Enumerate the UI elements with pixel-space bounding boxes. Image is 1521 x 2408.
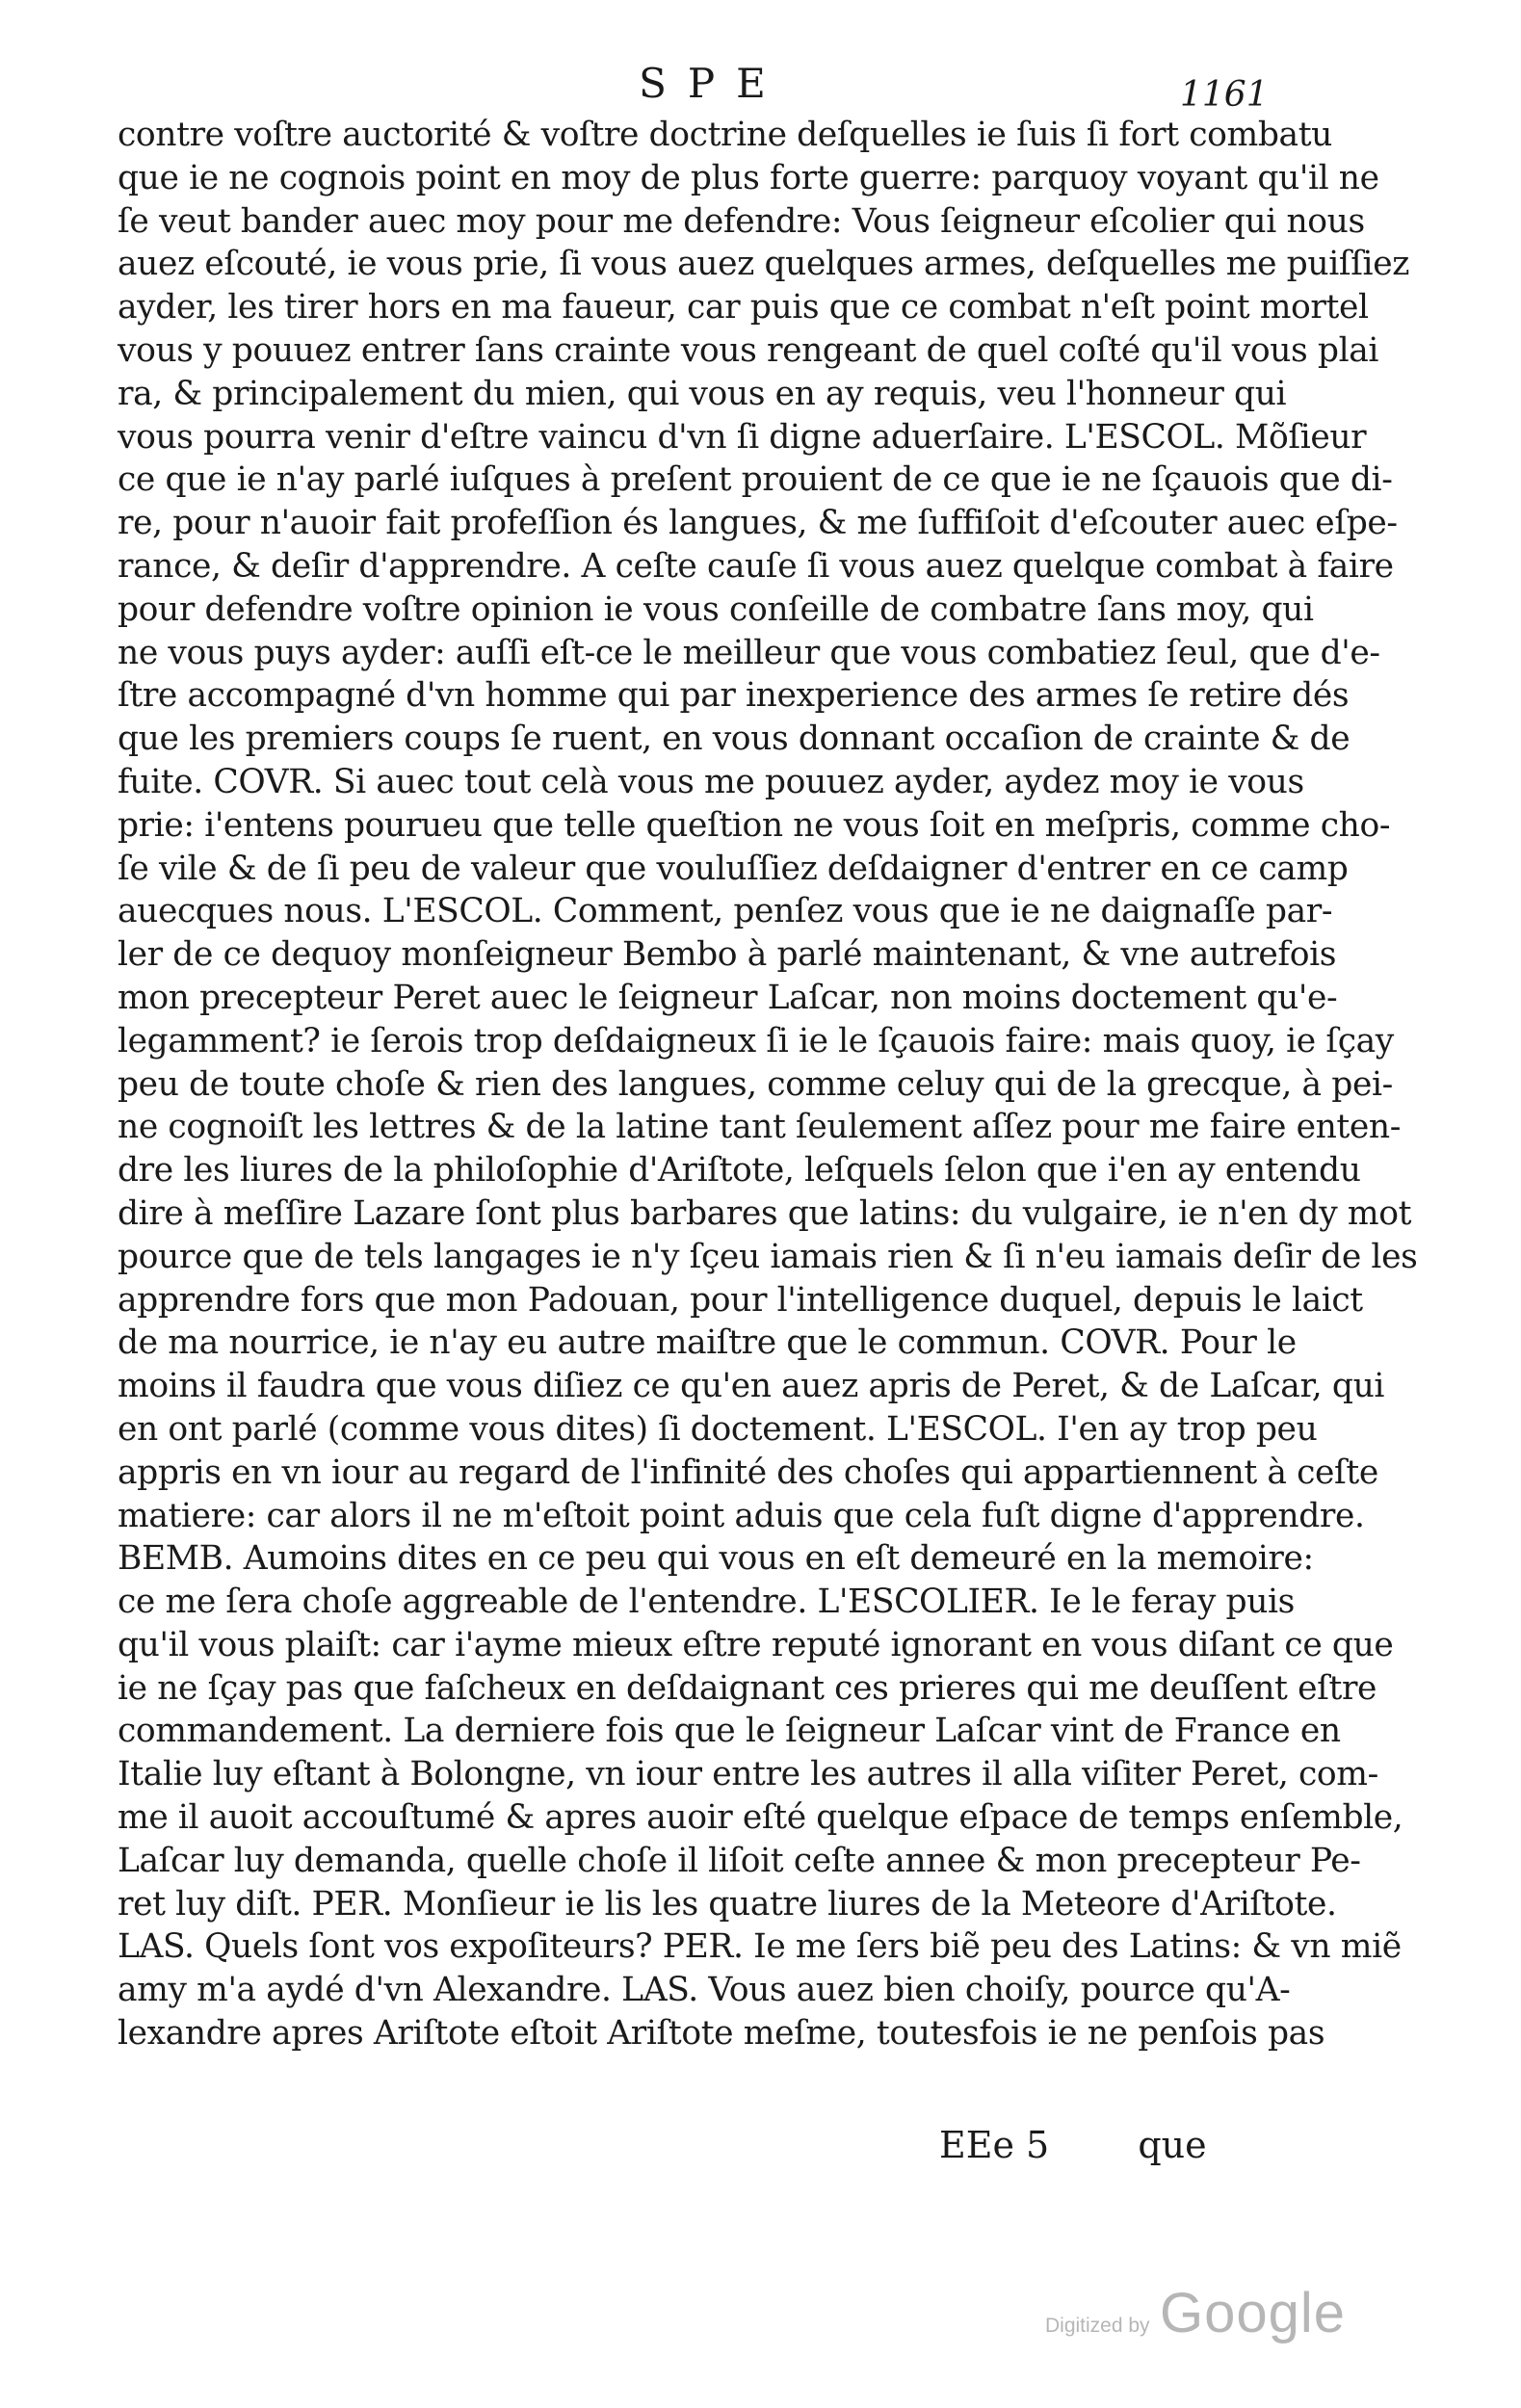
text-line: pour defendre voſtre opinion ie vous conſeille de combatre ſans moy, qui: [118, 589, 1314, 629]
text-line: matiere: car alors il ne m'eſtoit point aduis que cela fuſt digne d'apprendre.: [118, 1496, 1365, 1535]
text-line: moins il faudra que vous diſiez ce qu'en auez apris de Peret, & de Laſcar, qui: [118, 1367, 1385, 1406]
text-line: ne cognoiſt les lettres & de la latine tant ſeulement aſſez pour me faire enten-: [118, 1108, 1401, 1147]
text-line: qu'il vous plaiſt: car i'ayme mieux eſtre reputé ignorant en vous diſant ce que: [118, 1625, 1394, 1664]
text-line: ne vous puys ayder: auſſi eſt-ce le meilleur que vous combatiez ſeul, que d'e-: [118, 633, 1380, 672]
text-line: ſe vile & de ſi peu de valeur que vouluſſiez deſdaigner d'entrer en ce camp: [118, 849, 1349, 888]
text-line: ſe veut bander auec moy pour me defendre: Vous ſeigneur eſcolier qui nous: [118, 201, 1365, 241]
text-line: pource que de tels langages ie n'y ſçeu iamais rien & ſi n'eu iamais deſir de les: [118, 1237, 1418, 1276]
running-head: SPE: [639, 60, 787, 107]
catchword: que: [1138, 2124, 1207, 2166]
text-line: amy m'a aydé d'vn Alexandre. LAS. Vous auez bien choiſy, pource qu'A-: [118, 1971, 1291, 2010]
text-line: ayder, les tirer hors en ma faueur, car puis que ce combat n'eſt point mortel: [118, 288, 1369, 327]
footer-line: [939, 2124, 1207, 2166]
text-line: auecques nous. L'ESCOL. Comment, penſez vous que ie ne daignaſſe par-: [118, 892, 1333, 931]
text-line: BEMB. Aumoins dites en ce peu qui vous en eſt demeuré en la memoire:: [118, 1539, 1314, 1579]
google-logo: Google: [1160, 2282, 1347, 2344]
body-text: [118, 114, 1418, 2055]
text-line: re, pour n'auoir fait profeſſion és langues, & me ſuffiſoit d'eſcouter auec eſpe-: [118, 504, 1398, 543]
text-line: lexandre apres Ariſtote eſtoit Ariſtote meſme, toutesfois ie ne penſois pas: [118, 2014, 1325, 2054]
text-line: que ie ne cognois point en moy de plus forte guerre: parquoy voyant qu'il ne: [118, 158, 1379, 197]
text-line: appris en vn iour au regard de l'infinité des choſes qui appartiennent à ceſte: [118, 1453, 1378, 1492]
text-line: ret luy diſt. PER. Monſieur ie lis les quatre liures de la Meteore d'Ariſtote.: [118, 1884, 1337, 1924]
signature-mark: EEe 5: [939, 2124, 1050, 2166]
text-line: fuite. COVR. Si auec tout celà vous me pouuez ayder, aydez moy ie vous: [118, 762, 1304, 801]
text-line: apprendre fors que mon Padouan, pour l'intelligence duquel, depuis le laict: [118, 1280, 1363, 1320]
text-line: vous pourra venir d'eſtre vaincu d'vn ſi digne aduerſaire. L'ESCOL. Mõſieur: [118, 417, 1367, 457]
text-line: Italie luy eſtant à Bolongne, vn iour entre les autres il alla viſiter Peret, com-: [118, 1755, 1378, 1794]
text-line: ſtre accompagné d'vn homme qui par inexperience des armes ſe retire dés: [118, 676, 1350, 716]
text-line: rance, & deſir d'apprendre. A ceſte cauſe ſi vous auez quelque combat à faire: [118, 546, 1394, 586]
text-line: vous y pouuez entrer ſans crainte vous rengeant de quel coſté qu'il vous plai: [118, 330, 1379, 370]
page-number: 1161: [1180, 75, 1269, 115]
watermark-prefix: Digitized by: [1045, 2315, 1150, 2337]
text-line: LAS. Quels ſont vos expoſiteurs? PER. Ie me ſers biẽ peu des Latins: & vn miẽ: [118, 1927, 1402, 1967]
text-line: peu de toute choſe & rien des langues, comme celuy qui de la grecque, à pei-: [118, 1064, 1393, 1104]
text-line: de ma nourrice, ie n'ay eu autre maiſtre que le commun. COVR. Pour le: [118, 1323, 1297, 1363]
digitized-watermark: [1045, 2281, 1346, 2345]
text-line: dre les liures de la philoſophie d'Ariſtote, leſquels ſelon que i'en ay entendu: [118, 1151, 1361, 1191]
text-line: ra, & principalement du mien, qui vous en ay requis, veu l'honneur qui: [118, 374, 1287, 413]
text-line: me il auoit accouſtumé & apres auoir eſté quelque eſpace de temps enſemble,: [118, 1798, 1403, 1838]
text-line: ler de ce dequoy monſeigneur Bembo à parlé maintenant, & vne autrefois: [118, 935, 1337, 975]
text-line: Laſcar luy demanda, quelle choſe il liſoit ceſte annee & mon precepteur Pe-: [118, 1841, 1361, 1880]
text-line: auez eſcouté, ie vous prie, ſi vous auez quelques armes, deſquelles me puiſſiez: [118, 245, 1409, 284]
text-line: ce que ie n'ay parlé iuſques à preſent prouient de ce que ie ne ſçauois que di-: [118, 460, 1393, 500]
text-line: ie ne ſçay pas que faſcheux en deſdaignant ces prieres qui me deuſſent eſtre: [118, 1668, 1377, 1708]
text-line: que les premiers coups ſe ruent, en vous donnant occaſion de crainte & de: [118, 720, 1351, 759]
text-line: dire à meſſire Lazare ſont plus barbares que latins: du vulgaire, ie n'en dy mot: [118, 1193, 1412, 1233]
text-line: contre voſtre auctorité & voſtre doctrine deſquelles ie ſuis ſi fort combatu: [118, 116, 1332, 154]
text-line: prie: i'entens pourueu que telle queſtion ne vous ſoit en meſpris, comme cho-: [118, 805, 1391, 845]
text-line: ce me ſera choſe aggreable de l'entendre. L'ESCOLIER. Ie le feray puis: [118, 1583, 1295, 1622]
text-line: legamment? ie ſerois trop deſdaigneux ſi ie le ſçauois faire: mais quoy, ie ſçay: [118, 1021, 1394, 1060]
text-line: mon precepteur Peret auec le ſeigneur Laſcar, non moins doctement qu'e-: [118, 978, 1338, 1017]
text-line: en ont parlé (comme vous dites) ſi doctement. L'ESCOL. I'en ay trop peu: [118, 1409, 1318, 1449]
text-line: commandement. La derniere fois que le ſeigneur Laſcar vint de France en: [118, 1712, 1341, 1751]
